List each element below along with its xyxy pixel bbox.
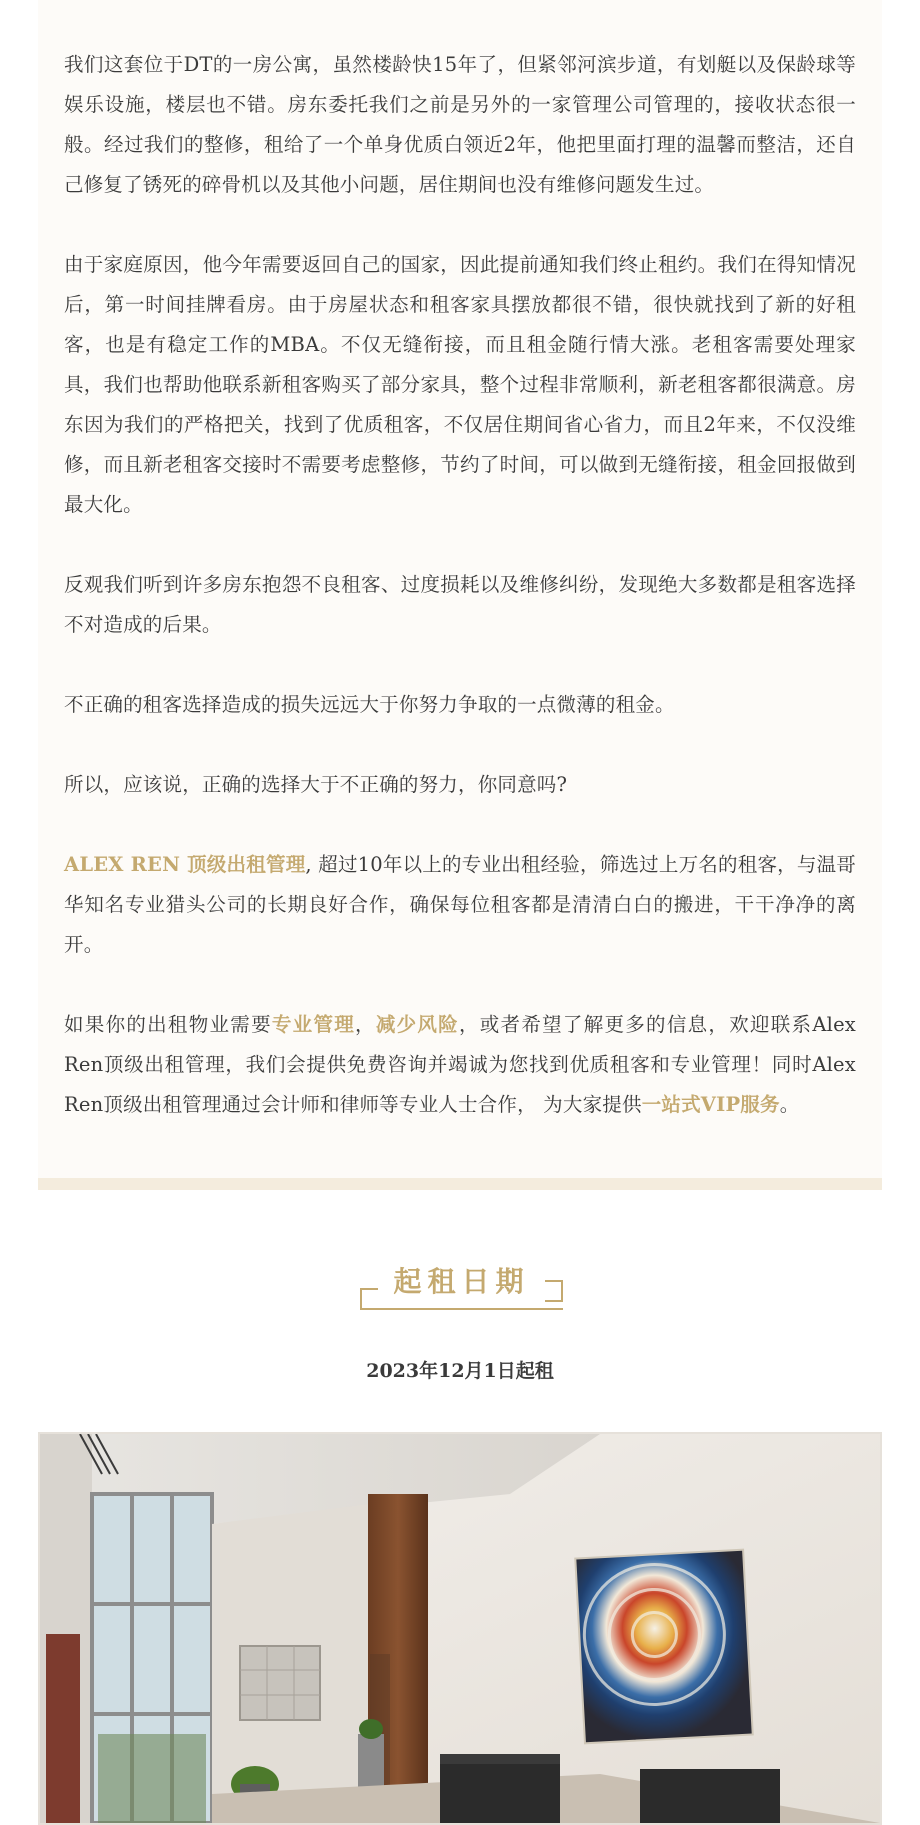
contact-text-c: ，或者希望了解更多的信息，欢迎联系Alex Ren顶级出租管理，我们会提供免费咨询并竭诚为您找到优质租客和专业管理！同时Alex Ren顶级出租管理通过会计师和律师等专业人士合作， 为大家提供 (64, 1013, 857, 1116)
paragraph-contact (64, 1005, 856, 1125)
contact-text-d: 。 (779, 1093, 800, 1116)
highlight-vip-service: 一站式VIP服务 (641, 1093, 780, 1116)
paragraph-brand (64, 845, 856, 965)
article-body (64, 45, 856, 1165)
paragraph-story: 由于家庭原因，他今年需要返回自己的国家，因此提前通知我们终止租约。我们在得知情况后，第一时间挂牌看房。由于房屋状态和租客家具摆放都很不错，很快就找到了新的好租客，也是有稳定工作的MBA。不仅无缝衔接，而且租金随行情大涨。老租客需要处理家具，我们也帮助他联系新租客购买了部分家具，整个过程非常顺利，新老租客都很满意。房东因为我们的严格把关，找到了优质租客，不仅居住期间省心省力，而且2年来，不仅没维修，而且新老租客交接时不需要考虑整修，节约了时间，可以做到无缝衔接，租金回报做到最大化。 (64, 253, 856, 516)
highlight-professional-management: 专业管理 (271, 1013, 356, 1036)
lobby-photo (38, 1432, 882, 1825)
paragraph-contrast: 反观我们听到许多房东抱怨不良租客、过度损耗以及维修纠纷，发现绝大多数都是租客选择不对造成的后果。 (64, 573, 856, 636)
start-date-text: 2023年12月1日起租 (366, 1360, 554, 1382)
article-card (38, 0, 882, 1190)
brand-name: ALEX REN 顶级出租管理 (64, 853, 306, 876)
paragraph-loss: 不正确的租客选择造成的损失远远大于你努力争取的一点微薄的租金。 (64, 693, 675, 716)
heading-bracket-right (545, 1280, 563, 1302)
section-title: 起租日期 (378, 1262, 545, 1302)
paragraph-question: 所以，应该说，正确的选择大于不正确的努力，你同意吗? (64, 773, 568, 796)
paragraph-intro: 我们这套位于DT的一房公寓，虽然楼龄快15年了，但紧邻河滨步道，有划艇以及保龄球等娱乐设施，楼层也不错。房东委托我们之前是另外的一家管理公司管理的，接收状态很一般。经过我们的整修，租给了一个单身优质白领近2年，他把里面打理的温馨而整洁，还自己修复了锈死的碎骨机以及其他小问题，居住期间也没有维修问题发生过。 (64, 53, 856, 196)
section-heading-start-date (0, 1262, 920, 1312)
highlight-reduce-risk: 减少风险 (375, 1013, 459, 1036)
contact-text-a: 如果你的出租物业需要 (64, 1013, 272, 1036)
brand-description: , 超过10年以上的专业出租经验，筛选过上万名的租客，与温哥华知名专业猎头公司的长期良好合作，确保每位租客都是清清白白的搬进，干干净净的离开。 (64, 853, 856, 956)
contact-text-b: ， (355, 1013, 376, 1036)
heading-underline (360, 1308, 563, 1310)
heading-bracket-left (360, 1288, 378, 1310)
